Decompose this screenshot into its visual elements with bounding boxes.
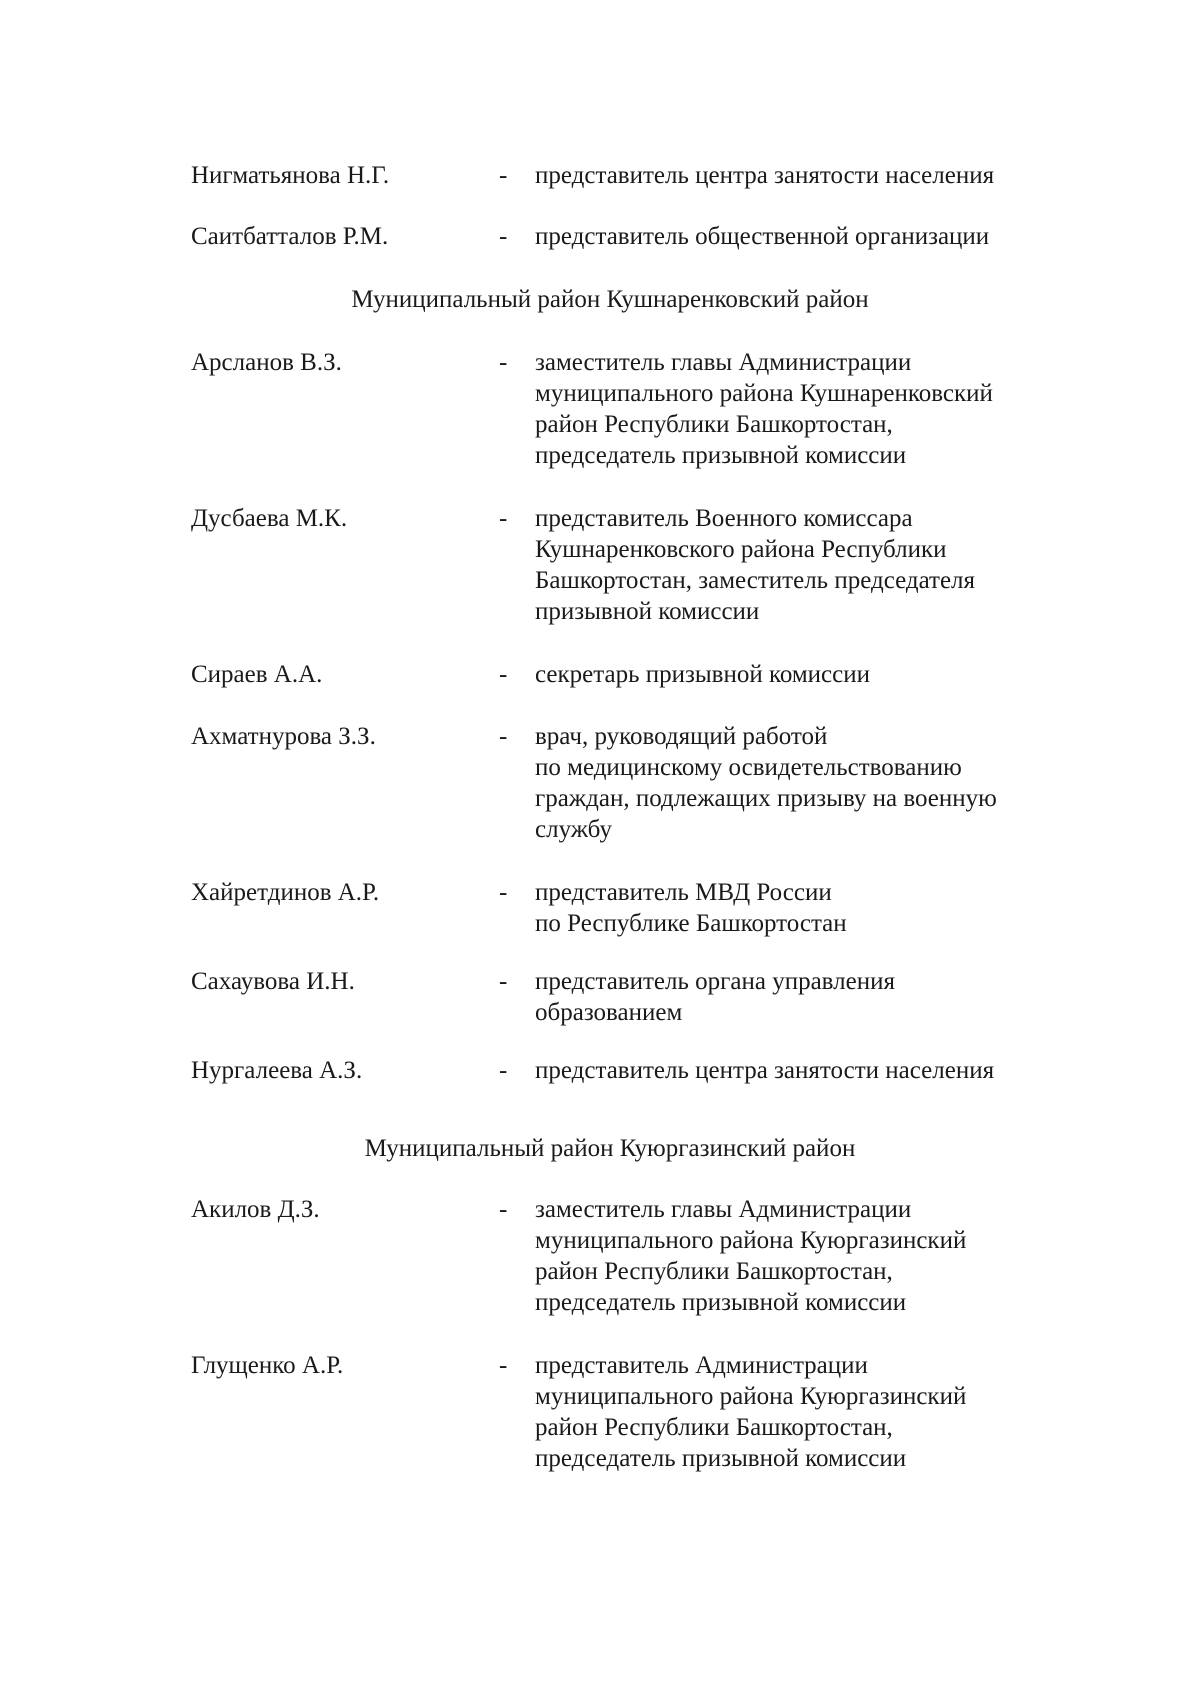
description-line: муниципального района Куюргазинский: [535, 1383, 967, 1410]
member-description: [535, 503, 1095, 627]
member-description: [535, 160, 1095, 191]
description-line: район Республики Башкортостан,: [535, 1258, 893, 1285]
description-line: граждан, подлежащих призыву на военную: [535, 785, 997, 812]
description-line: образованием: [535, 999, 683, 1026]
member-dash: -: [499, 223, 508, 250]
member-dash: -: [499, 661, 508, 688]
description-line: район Республики Башкортостан,: [535, 411, 893, 438]
member-description: [535, 1055, 1095, 1086]
description-line: врач, руководящий работой: [535, 723, 828, 750]
section-heading: Муниципальный район Кушнаренковский район: [351, 286, 869, 313]
member-description: [535, 1194, 1095, 1318]
member-dash: -: [499, 723, 508, 750]
member-dash: -: [499, 1352, 508, 1379]
member-description: [535, 347, 1095, 471]
member-description: [535, 966, 1095, 1028]
description-line: председатель призывной комиссии: [535, 1445, 907, 1472]
description-line: по Республике Башкортостан: [535, 910, 847, 937]
description-line: представитель Военного комиссара: [535, 505, 913, 532]
member-name: Хайретдинов А.Р.: [191, 879, 380, 906]
member-description: [535, 221, 1095, 252]
description-line: председатель призывной комиссии: [535, 1289, 907, 1316]
description-line: Башкортостан, заместитель председателя: [535, 567, 976, 594]
member-name: Глущенко А.Р.: [191, 1352, 344, 1379]
member-name: Арсланов В.З.: [191, 349, 342, 376]
member-dash: -: [499, 162, 508, 189]
member-name: Ахматнурова З.З.: [191, 723, 376, 750]
member-name: Сахаувова И.Н.: [191, 968, 355, 995]
description-line: представитель центра занятости населения: [535, 162, 995, 189]
description-line: муниципального района Кушнаренковский: [535, 380, 993, 407]
member-name: Нигматьянова Н.Г.: [191, 162, 390, 189]
member-description: [535, 877, 1095, 939]
member-description: [535, 721, 1095, 845]
member-dash: -: [499, 1196, 508, 1223]
description-line: представитель МВД России: [535, 879, 832, 906]
description-line: секретарь призывной комиссии: [535, 661, 871, 688]
description-line: муниципального района Куюргазинский: [535, 1227, 967, 1254]
member-name: Саитбатталов Р.М.: [191, 223, 389, 250]
member-name: Сираев А.А.: [191, 661, 323, 688]
member-dash: -: [499, 879, 508, 906]
description-line: заместитель главы Администрации: [535, 1196, 912, 1223]
description-line: представитель центра занятости населения: [535, 1057, 995, 1084]
description-line: представитель общественной организации: [535, 223, 990, 250]
member-dash: -: [499, 968, 508, 995]
member-name: Акилов Д.З.: [191, 1196, 320, 1223]
description-line: район Республики Башкортостан,: [535, 1414, 893, 1441]
description-line: Кушнаренковского района Республики: [535, 536, 947, 563]
description-line: представитель Администрации: [535, 1352, 868, 1379]
description-line: представитель органа управления: [535, 968, 895, 995]
member-name: Дусбаева М.К.: [191, 505, 348, 532]
description-line: по медицинскому освидетельствованию: [535, 754, 962, 781]
member-description: [535, 1350, 1095, 1474]
section-heading: Муниципальный район Куюргазинский район: [364, 1135, 856, 1162]
member-name: Нургалеева А.З.: [191, 1057, 363, 1084]
description-line: заместитель главы Администрации: [535, 349, 912, 376]
member-description: [535, 659, 1095, 690]
member-dash: -: [499, 1057, 508, 1084]
description-line: призывной комиссии: [535, 598, 760, 625]
member-dash: -: [499, 349, 508, 376]
description-line: председатель призывной комиссии: [535, 442, 907, 469]
description-line: службу: [535, 816, 612, 843]
member-dash: -: [499, 505, 508, 532]
